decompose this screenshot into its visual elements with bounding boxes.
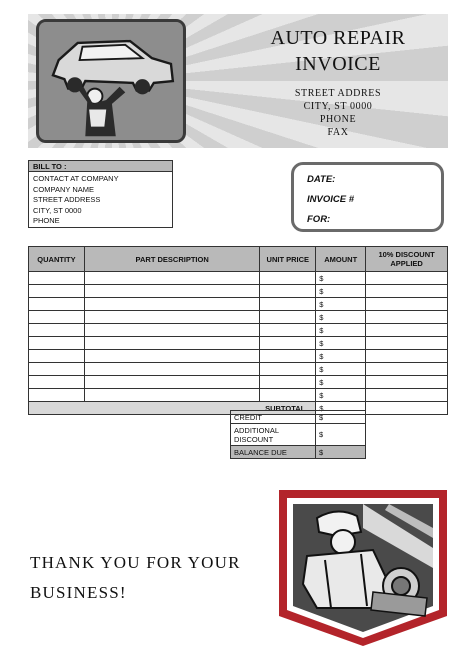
amount-cell[interactable]: $ xyxy=(316,272,366,285)
description-cell[interactable] xyxy=(84,285,259,298)
unit-price-cell[interactable] xyxy=(260,350,316,363)
balance-due-row xyxy=(231,446,366,459)
bill-to-heading: BILL TO : xyxy=(29,161,172,172)
col-discount: 10% DISCOUNT APPLIED xyxy=(366,247,448,272)
amount-cell[interactable]: $ xyxy=(316,350,366,363)
amount-cell[interactable]: $ xyxy=(316,324,366,337)
description-cell[interactable] xyxy=(84,324,259,337)
parts-table-body xyxy=(29,272,448,415)
table-row xyxy=(29,324,448,337)
mechanic-engine-shield-icon xyxy=(277,488,449,648)
city-state-zip: CITY, ST 0000 xyxy=(303,101,373,112)
quantity-cell[interactable] xyxy=(29,311,85,324)
discount-cell[interactable] xyxy=(366,298,448,311)
amount-cell[interactable]: $ xyxy=(316,337,366,350)
mechanic-lifting-car-icon xyxy=(36,19,186,143)
title-line-2: INVOICE xyxy=(295,53,381,75)
discount-cell[interactable] xyxy=(366,389,448,402)
description-cell[interactable] xyxy=(84,337,259,350)
thank-you-message xyxy=(30,548,270,608)
subtotal-amount-cell[interactable]: $ xyxy=(316,402,366,415)
phone: PHONE xyxy=(319,114,357,125)
table-row xyxy=(29,311,448,324)
table-row xyxy=(29,376,448,389)
balance-due-value[interactable]: $ xyxy=(316,446,366,459)
thanks-line-2: BUSINESS! xyxy=(30,583,127,602)
unit-price-cell[interactable] xyxy=(260,337,316,350)
description-cell[interactable] xyxy=(84,311,259,324)
bill-to-street[interactable]: STREET ADDRESS xyxy=(33,195,101,204)
additional-discount-label: ADDITIONAL DISCOUNT xyxy=(231,424,316,446)
quantity-cell[interactable] xyxy=(29,324,85,337)
description-cell[interactable] xyxy=(84,376,259,389)
additional-discount-value[interactable]: $ xyxy=(316,424,366,446)
discount-cell[interactable] xyxy=(366,311,448,324)
amount-cell[interactable]: $ xyxy=(316,389,366,402)
col-unit-price: UNIT PRICE xyxy=(260,247,316,272)
bill-to-contact[interactable]: CONTACT AT COMPANY xyxy=(33,174,119,183)
discount-cell[interactable] xyxy=(366,272,448,285)
table-row xyxy=(29,389,448,402)
unit-price-cell[interactable] xyxy=(260,311,316,324)
description-cell[interactable] xyxy=(84,389,259,402)
quantity-cell[interactable] xyxy=(29,272,85,285)
description-cell[interactable] xyxy=(84,298,259,311)
quantity-cell[interactable] xyxy=(29,363,85,376)
bill-to-phone[interactable]: PHONE xyxy=(33,216,60,225)
table-row xyxy=(29,285,448,298)
date-field[interactable]: DATE: xyxy=(307,174,336,185)
fax: FAX xyxy=(327,127,349,138)
quantity-cell[interactable] xyxy=(29,285,85,298)
unit-price-cell[interactable] xyxy=(260,376,316,389)
credit-label: CREDIT xyxy=(231,411,316,424)
discount-cell[interactable] xyxy=(366,376,448,389)
amount-cell[interactable]: $ xyxy=(316,298,366,311)
invoice-number-field[interactable]: INVOICE # xyxy=(307,194,354,205)
discount-cell[interactable] xyxy=(366,337,448,350)
table-row xyxy=(29,363,448,376)
for-field[interactable]: FOR: xyxy=(307,214,331,225)
invoice-header xyxy=(28,14,448,148)
table-row xyxy=(29,350,448,363)
title-line-1: AUTO REPAIR xyxy=(270,27,406,49)
unit-price-cell[interactable] xyxy=(260,285,316,298)
table-row xyxy=(29,298,448,311)
discount-cell[interactable] xyxy=(366,363,448,376)
unit-price-cell[interactable] xyxy=(260,324,316,337)
balance-due-label: BALANCE DUE xyxy=(231,446,316,459)
bill-to-city[interactable]: CITY, ST 0000 xyxy=(33,205,82,215)
description-cell[interactable] xyxy=(84,363,259,376)
street-address: STREET ADDRES xyxy=(294,88,382,99)
thanks-line-1: THANK YOU FOR YOUR xyxy=(30,553,241,572)
totals-table xyxy=(230,410,366,459)
parts-table xyxy=(28,246,448,415)
bill-to-company[interactable]: COMPANY NAME xyxy=(33,184,94,194)
company-info xyxy=(228,14,448,139)
bill-to-box xyxy=(28,160,173,228)
quantity-cell[interactable] xyxy=(29,350,85,363)
quantity-cell[interactable] xyxy=(29,298,85,311)
amount-cell[interactable]: $ xyxy=(316,376,366,389)
unit-price-cell[interactable] xyxy=(260,389,316,402)
discount-cell[interactable] xyxy=(366,350,448,363)
quantity-cell[interactable] xyxy=(29,389,85,402)
additional-discount-row xyxy=(231,424,366,446)
unit-price-cell[interactable] xyxy=(260,298,316,311)
subtotal-label: SUBTOTAL xyxy=(29,402,316,415)
table-header-row xyxy=(29,247,448,272)
invoice-title xyxy=(228,25,448,77)
unit-price-cell[interactable] xyxy=(260,272,316,285)
amount-cell[interactable]: $ xyxy=(316,311,366,324)
amount-cell[interactable]: $ xyxy=(316,285,366,298)
subtotal-discount-cell[interactable] xyxy=(366,402,448,415)
description-cell[interactable] xyxy=(84,272,259,285)
unit-price-cell[interactable] xyxy=(260,363,316,376)
invoice-info-box xyxy=(291,162,444,232)
credit-value[interactable]: $ xyxy=(316,411,366,424)
table-row xyxy=(29,337,448,350)
discount-cell[interactable] xyxy=(366,324,448,337)
amount-cell[interactable]: $ xyxy=(316,363,366,376)
table-row xyxy=(29,272,448,285)
description-cell[interactable] xyxy=(84,350,259,363)
col-part-description: PART DESCRIPTION xyxy=(84,247,259,272)
discount-cell[interactable] xyxy=(366,285,448,298)
col-amount: AMOUNT xyxy=(316,247,366,272)
quantity-cell[interactable] xyxy=(29,376,85,389)
col-quantity: QUANTITY xyxy=(29,247,85,272)
quantity-cell[interactable] xyxy=(29,337,85,350)
credit-row xyxy=(231,411,366,424)
